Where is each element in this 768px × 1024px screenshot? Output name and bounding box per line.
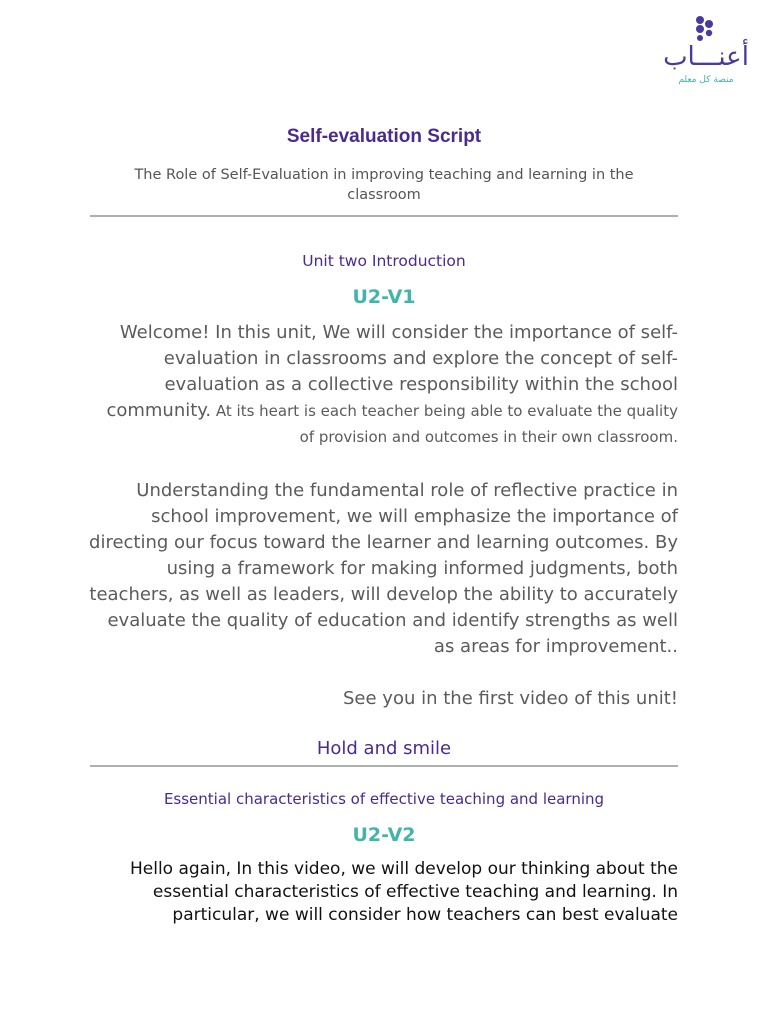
page-subtitle: The Role of Self-Evaluation in improving teaching and learning in the classroom: [134, 167, 634, 203]
divider: [90, 215, 678, 217]
unit2-heading: Essential characteristics of effective teaching and learning: [163, 790, 605, 808]
unit1-paragraph-1-small: At its heart is each teacher being able to evaluate the quality of provision and outcomes in their own classroom.: [211, 402, 678, 446]
unit1-paragraph-3: See you in the first video of this unit!: [343, 688, 678, 709]
hold-and-smile: Hold and smile: [316, 738, 452, 759]
unit1-paragraph-1: [88, 320, 678, 450]
unit1-paragraph-1-main: Welcome! In this unit, We will consider the importance of self-evaluation in classrooms and explore the concept of self-evaluation as a collective responsibility within the school community.: [106, 322, 678, 421]
logo-tagline: منصة كل معلم: [678, 75, 734, 85]
page-title: Self-evaluation Script: [286, 126, 482, 147]
unit1-heading: Unit two Introduction: [302, 252, 466, 270]
unit2-paragraph-1: Hello again, In this video, we will develop our thinking about the essential characteristics of effective teaching and learning. In particular, we will consider how teachers can best evaluate: [129, 859, 678, 925]
grape-cluster-icon: [660, 14, 752, 44]
unit2-code: U2-V2: [352, 824, 416, 846]
unit1-code: U2-V1: [352, 286, 416, 308]
brand-logo: [660, 14, 752, 94]
logo-arabic-name: أعنـــاب: [663, 42, 749, 72]
unit1-paragraph-2: Understanding the fundamental role of reflective practice in school improvement, we will emphasize the importance of directing our focus toward the learner and learning outcomes. By using a framework for making informed judgments, both teachers, as well as leaders, will develop the ability to accurately evaluate the quality of education and identify strengths as well as areas for improvement..: [89, 480, 678, 657]
divider: [90, 765, 678, 767]
